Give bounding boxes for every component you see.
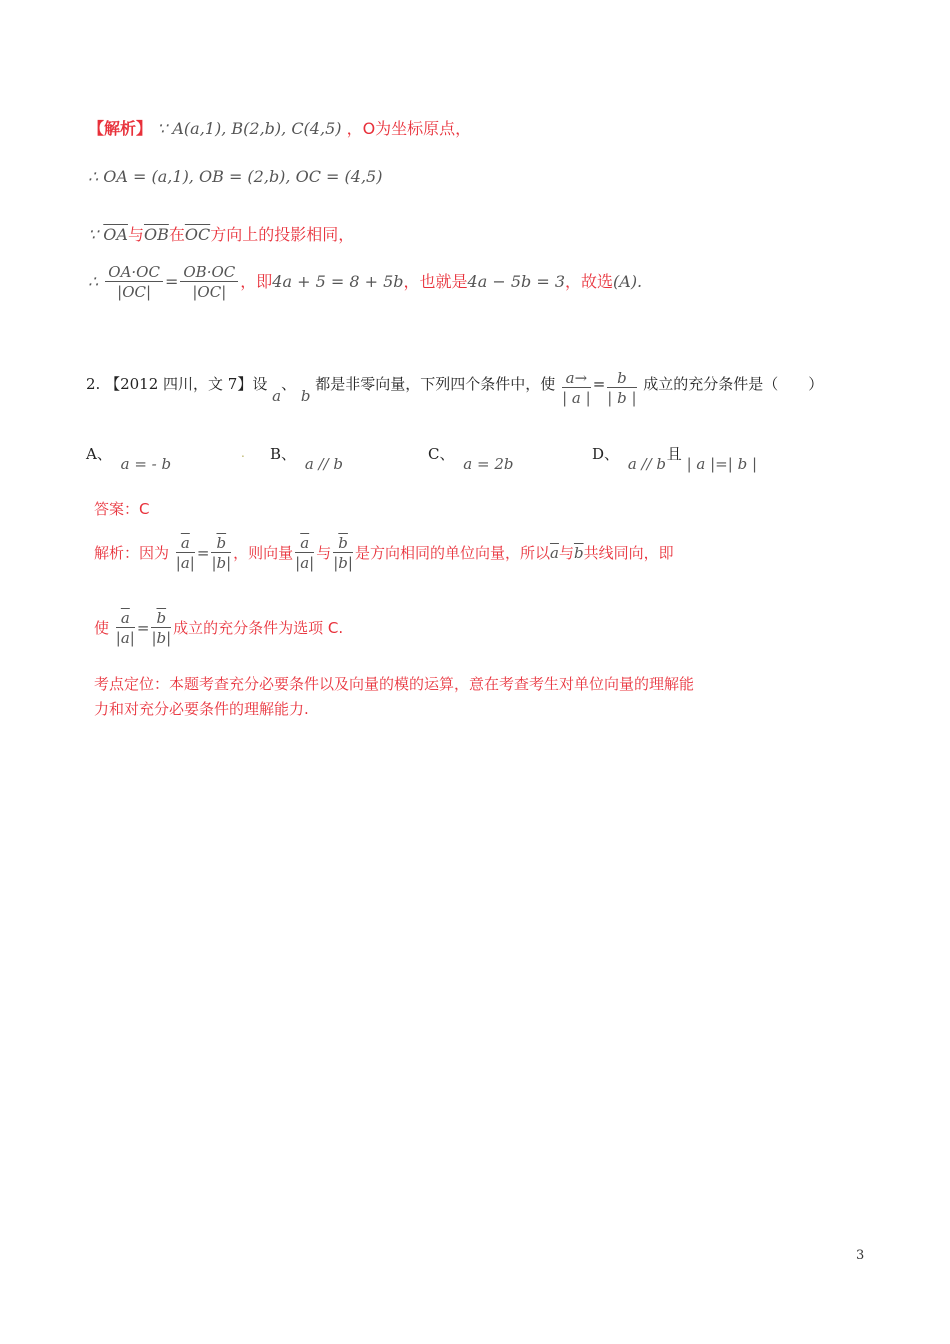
answer-analysis-line-1	[94, 534, 674, 573]
vector-oa: $\overline{OA}$	[103, 225, 128, 244]
fraction-ob-oc: $\frac{OB\cdot OC}{|OC|}$	[180, 263, 238, 302]
fraction-b-over-norm-b: $\frac{b}{| b |}$	[607, 369, 637, 407]
text-let: 设	[252, 375, 268, 393]
text-on: 在	[168, 225, 185, 244]
analysis-line-3	[88, 222, 354, 245]
option-c-label: C、	[428, 445, 455, 463]
exam-point-line-2: 力和对充分必要条件的理解能力.	[94, 700, 309, 718]
page-number: 3	[856, 1248, 865, 1263]
vector-ob: $\overline{OB}$	[143, 225, 169, 244]
text-that-is: ，也就是	[403, 272, 468, 291]
fraction-a-over-norm-a: $\frac{a\to}{| a |}$	[562, 369, 591, 407]
analysis-because: 解析：因为	[94, 544, 170, 562]
text-unit-vectors: 是方向相同的单位向量，所以	[354, 544, 550, 562]
question-text-end: 成立的充分条件是（ ）	[643, 375, 824, 393]
inline-b: $\overline{b}$	[573, 544, 584, 562]
fraction-unit-a-3: $\frac{\overline{a}}{|a|}$	[115, 609, 135, 647]
option-b	[270, 443, 344, 473]
fraction-unit-b-2: $\frac{\overline{b}}{|b|}$	[333, 534, 353, 572]
analysis-origin-text: ，O为坐标原点，	[346, 119, 472, 138]
option-b-label: B、	[270, 445, 297, 463]
option-d	[592, 443, 757, 473]
option-b-expr: a // b	[304, 455, 344, 473]
inline-a: $\overline{a}$	[549, 544, 559, 562]
text-make: 使	[94, 619, 110, 637]
option-c	[428, 443, 514, 473]
option-a-label: A、	[86, 445, 112, 463]
analysis-line-4	[88, 263, 642, 302]
option-a	[86, 443, 172, 473]
option-c-expr: a = 2b	[463, 455, 514, 473]
analysis-line-1	[88, 116, 471, 139]
question-2-stem	[86, 369, 823, 408]
therefore-symbol: ∴	[88, 272, 99, 291]
option-d-and: 且	[666, 445, 682, 463]
option-d-extra: | a |=| b |	[686, 455, 757, 473]
answer-analysis-line-2	[94, 609, 343, 648]
var-a: a	[272, 387, 282, 405]
analysis-line-2	[88, 167, 382, 186]
option-a-expr: a = - b	[120, 455, 172, 473]
analysis-tag: 【解析】	[88, 119, 153, 138]
separator: 、	[281, 375, 297, 393]
inline-with: 与	[558, 544, 574, 562]
var-b: b	[300, 387, 311, 405]
equation-2: 4a − 5b = 3	[467, 272, 565, 291]
equals-unit-2: =	[136, 619, 150, 637]
fraction-oa-oc: $\frac{OA\cdot OC}{|OC|}$	[105, 263, 163, 302]
exam-point-line-1: 考点定位：本题考查充分必要条件以及向量的模的运算，意在考查考生对单位向量的理解能	[94, 675, 695, 693]
text-conclusion: 成立的充分条件为选项 C.	[173, 619, 344, 637]
chosen-option: (A).	[613, 272, 643, 291]
analysis-points: ∵ A(a,1), B(2,b), C(4,5)	[157, 119, 342, 138]
fraction-unit-a: $\frac{\overline{a}}{|a|}$	[175, 534, 195, 572]
option-d-label: D、	[592, 445, 620, 463]
text-with: 与	[316, 544, 332, 562]
fraction-unit-a-2: $\frac{\overline{a}}{|a|}$	[295, 534, 315, 572]
text-then-vector: ，则向量	[233, 544, 294, 562]
because-symbol: ∵	[88, 225, 99, 244]
fraction-unit-b-3: $\frac{\overline{b}}{|b|}$	[151, 609, 172, 647]
equals-unit: =	[196, 544, 210, 562]
question-source: 【2012 四川，文 7】	[105, 375, 253, 393]
equation-1: 4a + 5 = 8 + 5b	[272, 272, 404, 291]
text-and: 与	[127, 225, 144, 244]
stray-dot: .	[241, 446, 245, 460]
text-namely: ，即	[240, 272, 273, 291]
fraction-unit-b: $\frac{\overline{b}}{|b|}$	[211, 534, 232, 572]
question-text: 都是非零向量，下列四个条件中，使	[315, 375, 556, 393]
equals-sign-q2: =	[592, 375, 606, 393]
projection-text: 方向上的投影相同，	[210, 225, 355, 244]
analysis-vectors: ∴ OA = (a,1), OB = (2,b), OC = (4,5)	[88, 167, 383, 186]
text-choose: ，故选	[565, 272, 614, 291]
text-collinear: 共线同向，即	[583, 544, 674, 562]
answer-label: 答案：C	[94, 500, 150, 518]
vector-oc: $\overline{OC}$	[184, 225, 211, 244]
question-number: 2.	[86, 375, 101, 393]
option-d-expr: a // b	[627, 455, 667, 473]
equals-sign: =	[164, 272, 179, 291]
